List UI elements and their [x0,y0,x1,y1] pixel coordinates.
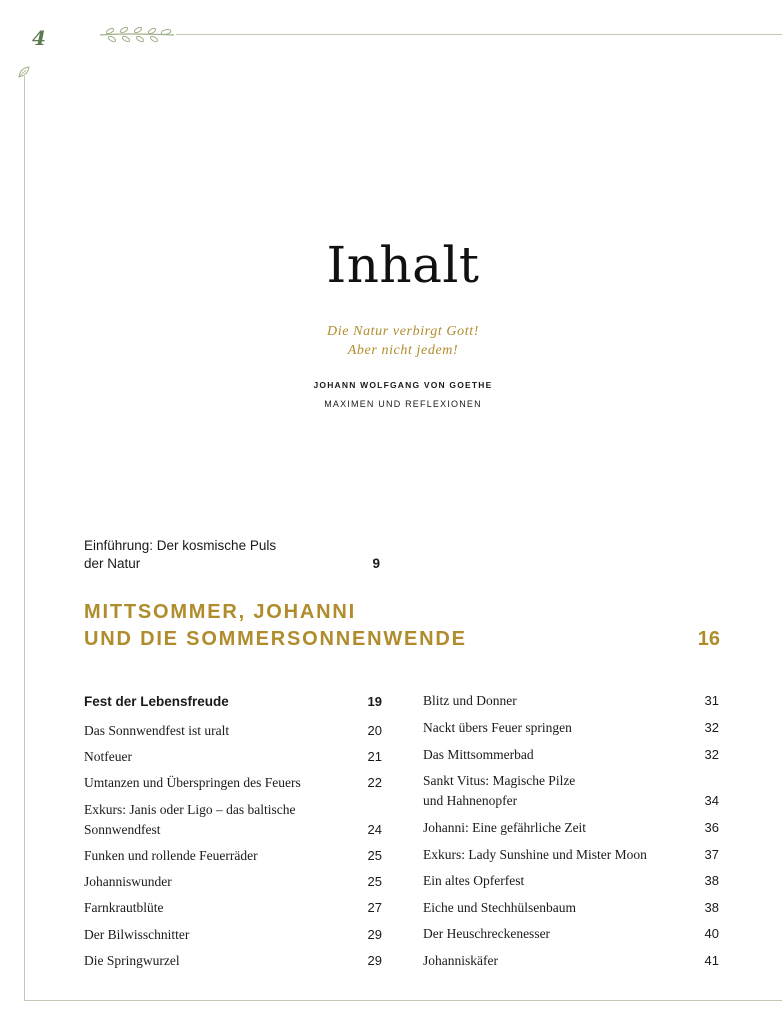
toc-entry-page: 34 [704,793,719,808]
toc-entry[interactable] [423,924,721,944]
toc-entry-page: 19 [367,694,382,709]
toc-entry-label: Johanniskäfer [423,953,498,968]
leaf-sprig-icon [98,22,178,46]
toc-entry-label: Fest der Lebensfreude [84,694,229,709]
toc-entry[interactable] [84,692,382,712]
leaf-icon [16,64,32,80]
toc-entry-page: 25 [367,848,382,863]
toc-entry[interactable] [84,846,382,866]
toc-entry-page: 29 [367,953,382,968]
toc-entry[interactable] [423,718,721,738]
frame-bottom-line [24,1000,782,1001]
toc-entry-label: Das Sonnwendfest ist uralt [84,723,230,738]
toc-entry[interactable] [84,925,382,945]
chapter-heading-line-1[interactable]: MITTSOMMER, JOHANNI [84,601,356,623]
toc-entry-label: Der Heuschreckenesser [423,926,551,941]
toc-entry-page: 32 [704,720,719,735]
toc-entry-label: Exkurs: Janis oder Ligo – das baltische [84,802,296,817]
toc-intro-label-line-2: der Natur [84,556,141,571]
toc-entry-page: 24 [367,822,382,837]
toc-entry[interactable] [84,898,382,918]
quote-line-1: Die Natur verbirgt Gott! [327,324,479,339]
toc-entry-label-line-2: und Hahnenopfer [423,793,518,808]
chapter-page: 16 [697,628,720,650]
quote-line-2: Aber nicht jedem! [347,343,459,358]
quote-source: MAXIMEN UND REFLEXIONEN [324,399,482,409]
toc-entry[interactable] [84,721,382,741]
toc-entry-label: Exkurs: Lady Sunshine und Mister Moon [423,847,647,862]
toc-entry-page: 40 [704,926,719,941]
toc-entry-label: Blitz und Donner [423,693,517,708]
toc-entry-page: 27 [367,900,382,915]
toc-entry[interactable] [84,773,382,793]
toc-entry[interactable] [423,951,721,971]
toc-entry-page: 37 [704,847,719,862]
frame-left-line [24,76,25,1000]
toc-entry[interactable] [84,872,382,892]
toc-entry-label: Farnkrautblüte [84,900,164,915]
toc-entry-label: Umtanzen und Überspringen des Feuers [84,775,301,790]
toc-entry[interactable] [423,898,721,918]
toc-entry[interactable] [84,747,382,767]
toc-entry-label: Ein altes Opferfest [423,873,525,888]
toc-entry-label: Notfeuer [84,749,132,764]
page-title: Inhalt [326,236,480,294]
toc-entry-page: 21 [367,749,382,764]
toc-entry-page: 32 [704,747,719,762]
toc-entry[interactable] [84,800,382,840]
toc-intro-page: 9 [372,556,380,571]
toc-entry-page: 25 [367,874,382,889]
toc-entry-label: Funken und rollende Feuerräder [84,848,258,863]
page-number: 4 [32,26,46,50]
toc-entry-page: 38 [704,873,719,888]
chapter-heading-line-2[interactable]: UND DIE SOMMERSONNENWENDE [84,628,467,650]
toc-entry[interactable] [423,745,721,765]
toc-entry-page: 36 [704,820,719,835]
toc-entry-label: Nackt übers Feuer springen [423,720,572,735]
toc-entry-label: Der Bilwisschnitter [84,927,190,942]
toc-entry-page: 41 [704,953,719,968]
toc-entry[interactable] [423,818,721,838]
frame-top-line [176,34,782,35]
toc-entry-page: 20 [367,723,382,738]
toc-entry[interactable] [423,871,721,891]
toc-entry-label: Johanni: Eine gefährliche Zeit [423,820,587,835]
toc-entry-label: Das Mittsommerbad [423,747,534,762]
toc-intro-label-line-1: Einführung: Der kosmische Puls [84,538,277,553]
toc-entry-label: Sankt Vitus: Magische Pilze [423,773,576,788]
toc-entry[interactable] [84,951,382,971]
toc-entry[interactable] [423,771,721,811]
toc-entry-page: 31 [704,693,719,708]
toc-entry[interactable] [423,691,721,711]
toc-entry-label: Eiche und Stechhülsenbaum [423,900,576,915]
quote-author: JOHANN WOLFGANG VON GOETHE [313,380,493,390]
toc-entry-page: 38 [704,900,719,915]
toc-entry[interactable] [423,845,721,865]
toc-entry-page: 29 [367,927,382,942]
toc-entry-label-line-2: Sonnwendfest [84,822,161,837]
toc-entry-label: Johanniswunder [84,874,172,889]
toc-entry-page: 22 [367,775,382,790]
toc-entry-label: Die Springwurzel [84,953,180,968]
